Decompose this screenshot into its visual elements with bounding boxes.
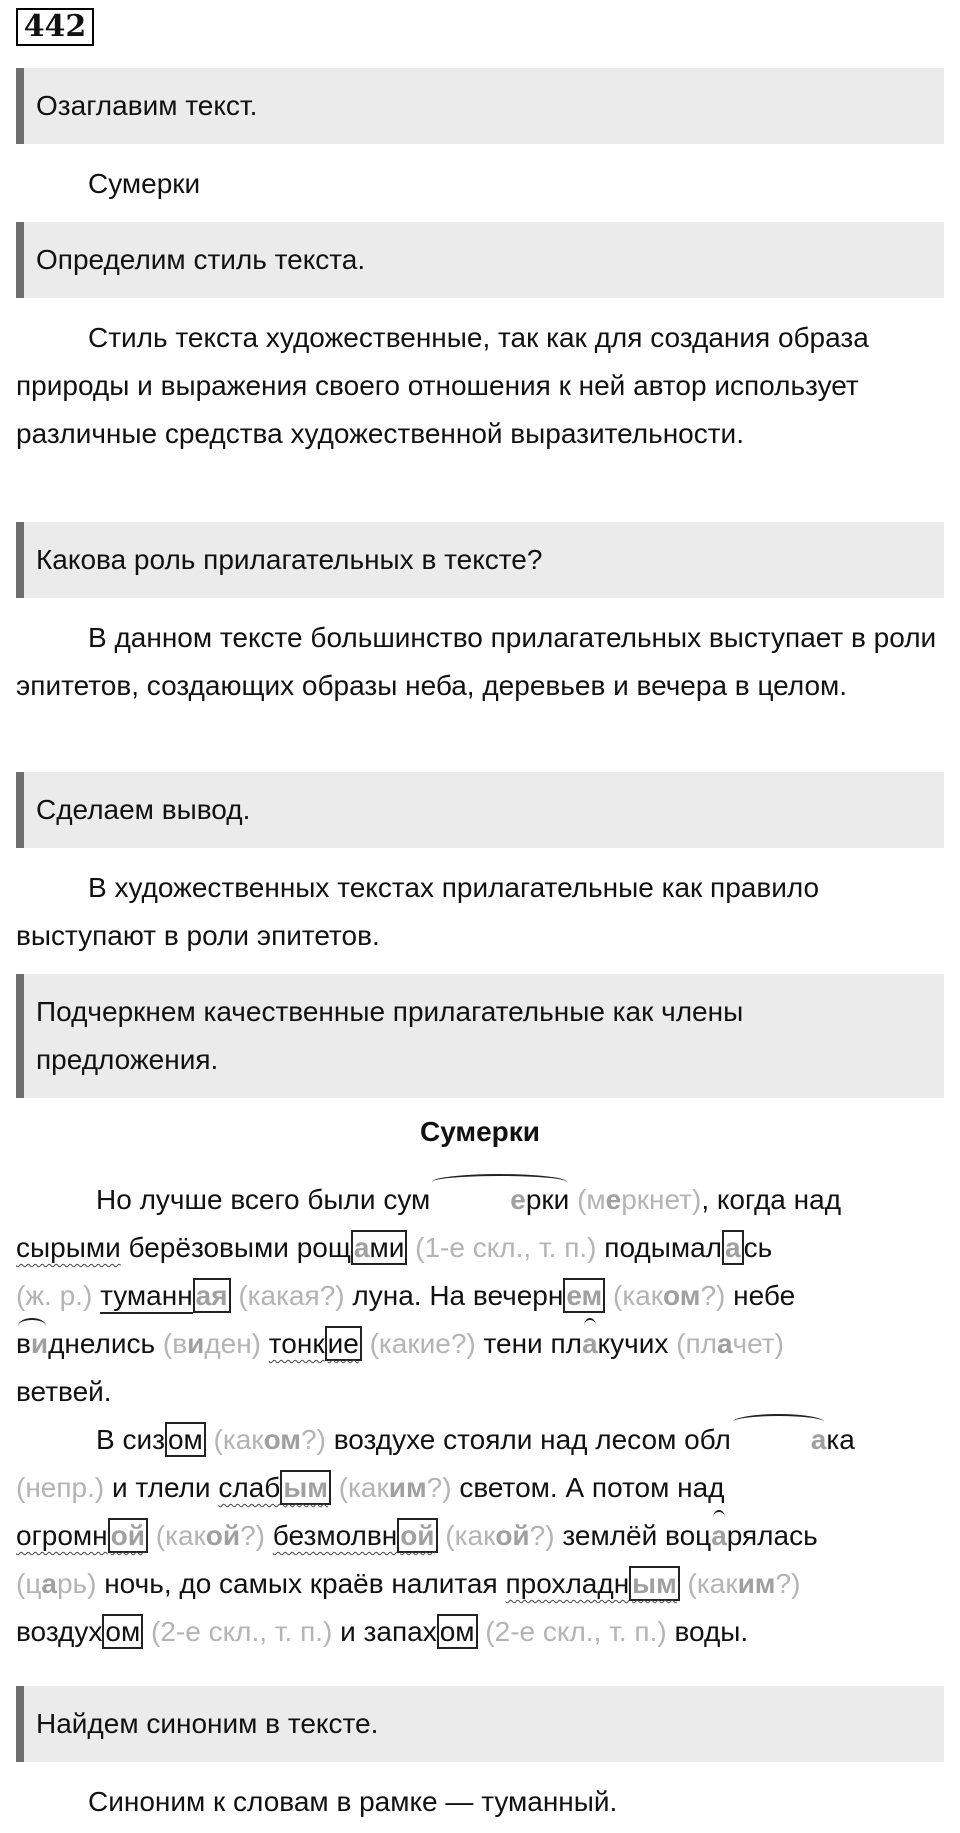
analysis-line-9: (царь) ночь, до самых краёв налитая прохладн ым (каким?) bbox=[16, 1568, 801, 1599]
prompt-adjective-role: Какова роль прилагательных в тексте? bbox=[16, 522, 944, 598]
analysis-line-3: (ж. р.) туманн ая (какая?) луна. На вечерн ем (каком?) небе bbox=[16, 1272, 795, 1320]
answer-style: Стиль текста художественные, так как для создания образа природы и выражения своего отношения к ней автор использует различные средства художественной выразительности. bbox=[16, 322, 869, 449]
prompt-underline-adjectives: Подчеркнем качественные прилагательные как члены предложения. bbox=[16, 974, 944, 1098]
analysis-line-1: Но лучше всего были сум ерки (меркнет), когда над bbox=[16, 1176, 841, 1224]
prompt-style-task: Определим стиль текста. bbox=[16, 222, 944, 298]
analysis-line-4: виднелись (виден) тонк ие (какие?) тени плакучих (плачет) bbox=[16, 1320, 784, 1368]
prompt-title-task: Озаглавим текст. bbox=[16, 68, 944, 144]
answer-adjective-role: В данном тексте большинство прилагательных выступает в роли эпитетов, создающих образы неба, деревьев и вечера в целом. bbox=[16, 622, 937, 701]
prompt-find-synonym: Найдем синоним в тексте. bbox=[16, 1686, 944, 1762]
analysis-line-7: (непр.) и тлели слаб ым (каким?) светом. А потом над bbox=[16, 1472, 725, 1503]
exercise-number: 442 bbox=[16, 8, 94, 46]
answer-title: Сумерки bbox=[88, 168, 201, 199]
answer-conclusion: В художественных текстах прилагательные как правило выступают в роли эпитетов. bbox=[16, 872, 820, 951]
analysis-line-2: сырыми берёзовыми рощ ами (1-е скл., т. п.) подымал а сь bbox=[16, 1232, 773, 1263]
analysis-line-8: огромн ой (какой?) безмолвн ой (какой?) землёй воцарялась bbox=[16, 1512, 818, 1560]
answer-synonym: Синоним к словам в рамке — туманный. bbox=[88, 1786, 618, 1817]
analysis-title: Сумерки bbox=[419, 1116, 541, 1147]
prompt-conclusion: Сделаем вывод. bbox=[16, 772, 944, 848]
analysis-line-6: В сиз ом (каком?) воздухе стояли над лесом обл ака bbox=[16, 1416, 855, 1464]
analysis-line-10: воздух ом (2-е скл., т. п.) и запах ом (2-е скл., т. п.) воды. bbox=[16, 1616, 749, 1647]
analysis-line-5: ветвей. bbox=[16, 1376, 112, 1407]
